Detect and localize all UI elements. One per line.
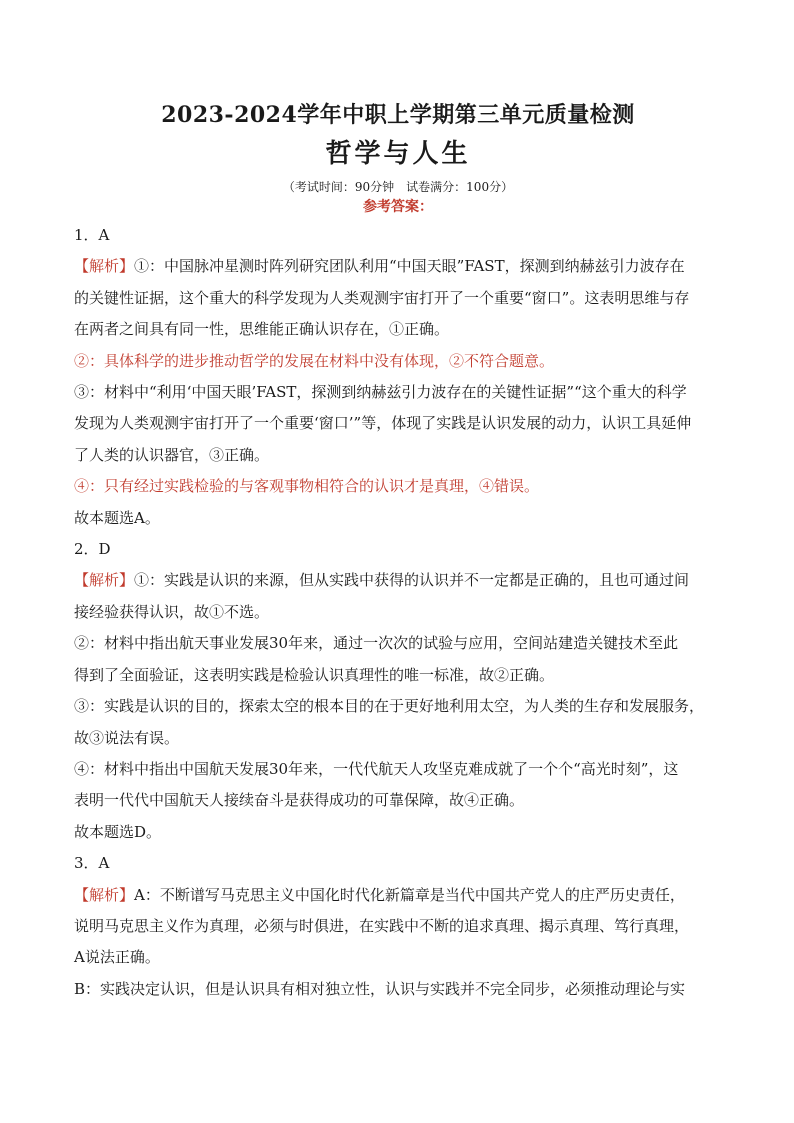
analysis-tag: 【解析】 (74, 571, 135, 590)
analysis-line: ③：材料中“利用‘中国天眼’FAST，探测到纳赫兹引力波存在的关键性证据”“这个重大的科学 (74, 383, 687, 402)
conclusion-line: 故本题选A。 (74, 508, 160, 527)
analysis-line: ②：材料中指出航天事业发展30年来，通过一次次的试验与应用，空间站建造关键技术至此 (74, 634, 679, 653)
analysis-line: B：实践决定认识，但是认识具有相对独立性，认识与实践并不完全同步，必须推动理论与实 (74, 979, 686, 998)
question-number: 1．A (74, 226, 110, 244)
analysis-text: ①：中国脉冲星测时阵列研究团队利用“中国天眼”FAST，探测到纳赫兹引力波存在 (134, 257, 685, 276)
analysis-line (74, 565, 722, 596)
document-subtitle: 哲学与人生 (325, 139, 471, 169)
analysis-line: ②：具体科学的进步推动哲学的发展在材料中没有体现，②不符合题意。 (74, 351, 555, 370)
question-number: 3．A (74, 854, 110, 873)
analysis-line: ④：只有经过实践检验的与客观事物相符合的认识才是真理，④错误。 (74, 477, 540, 496)
question-number: 2．D (74, 540, 111, 559)
analysis-line: 得到了全面验证，这表明实践是检验认识真理性的唯一标准，故②正确。 (74, 665, 555, 684)
analysis-text: ①：实践是认识的来源，但从实践中获得的认识并不一定都是正确的，且也可通过间 (134, 571, 690, 590)
analysis-line: 的关键性证据，这个重大的科学发现为人类观测宇宙打开了一个重要“窗口”。这表明思维与存 (74, 288, 690, 307)
analysis-line: ④：材料中指出中国航天发展30年来，一代代航天人攻坚克难成就了一个个“高光时刻”，这 (74, 759, 679, 778)
analysis-line: 故③说法有误。 (74, 728, 180, 747)
analysis-line: 在两者之间具有同一性，思维能正确认识存在，①正确。 (74, 320, 450, 339)
analysis-line: 了人类的认识器官，③正确。 (74, 445, 270, 464)
analysis-line: 说明马克思主义作为真理，必须与时俱进，在实践中不断的追求真理、揭示真理、笃行真理， (74, 916, 690, 935)
document-title: 2023-2024学年中职上学期第三单元质量检测 (161, 102, 635, 128)
conclusion-line: 故本题选D。 (74, 822, 162, 841)
analysis-line: ③：实践是认识的目的，探索太空的根本目的在于更好地利用太空，为人类的生存和发展服务， (74, 697, 705, 716)
analysis-line (74, 880, 722, 911)
analysis-tag: 【解析】 (74, 885, 135, 904)
analysis-text: A：不断谱写马克思主义中国化时代化新篇章是当代中国共产党人的庄严历史责任， (134, 885, 685, 904)
answer-content (74, 220, 722, 1005)
analysis-line: 表明一代代中国航天人接续奋斗是获得成功的可靠保障，故④正确。 (74, 791, 525, 810)
analysis-line: 发现为人类观测宇宙打开了一个重要‘窗口’”等，体现了实践是认识发展的动力，认识工具延伸 (74, 414, 692, 433)
analysis-line (74, 251, 722, 282)
analysis-line: A说法正确。 (74, 948, 160, 967)
analysis-line: 接经验获得认识，故①不选。 (74, 602, 270, 621)
analysis-tag: 【解析】 (74, 257, 135, 276)
exam-info: （考试时间：90分钟 试卷满分：100分） (282, 180, 514, 194)
answer-heading: 参考答案： (363, 199, 433, 215)
